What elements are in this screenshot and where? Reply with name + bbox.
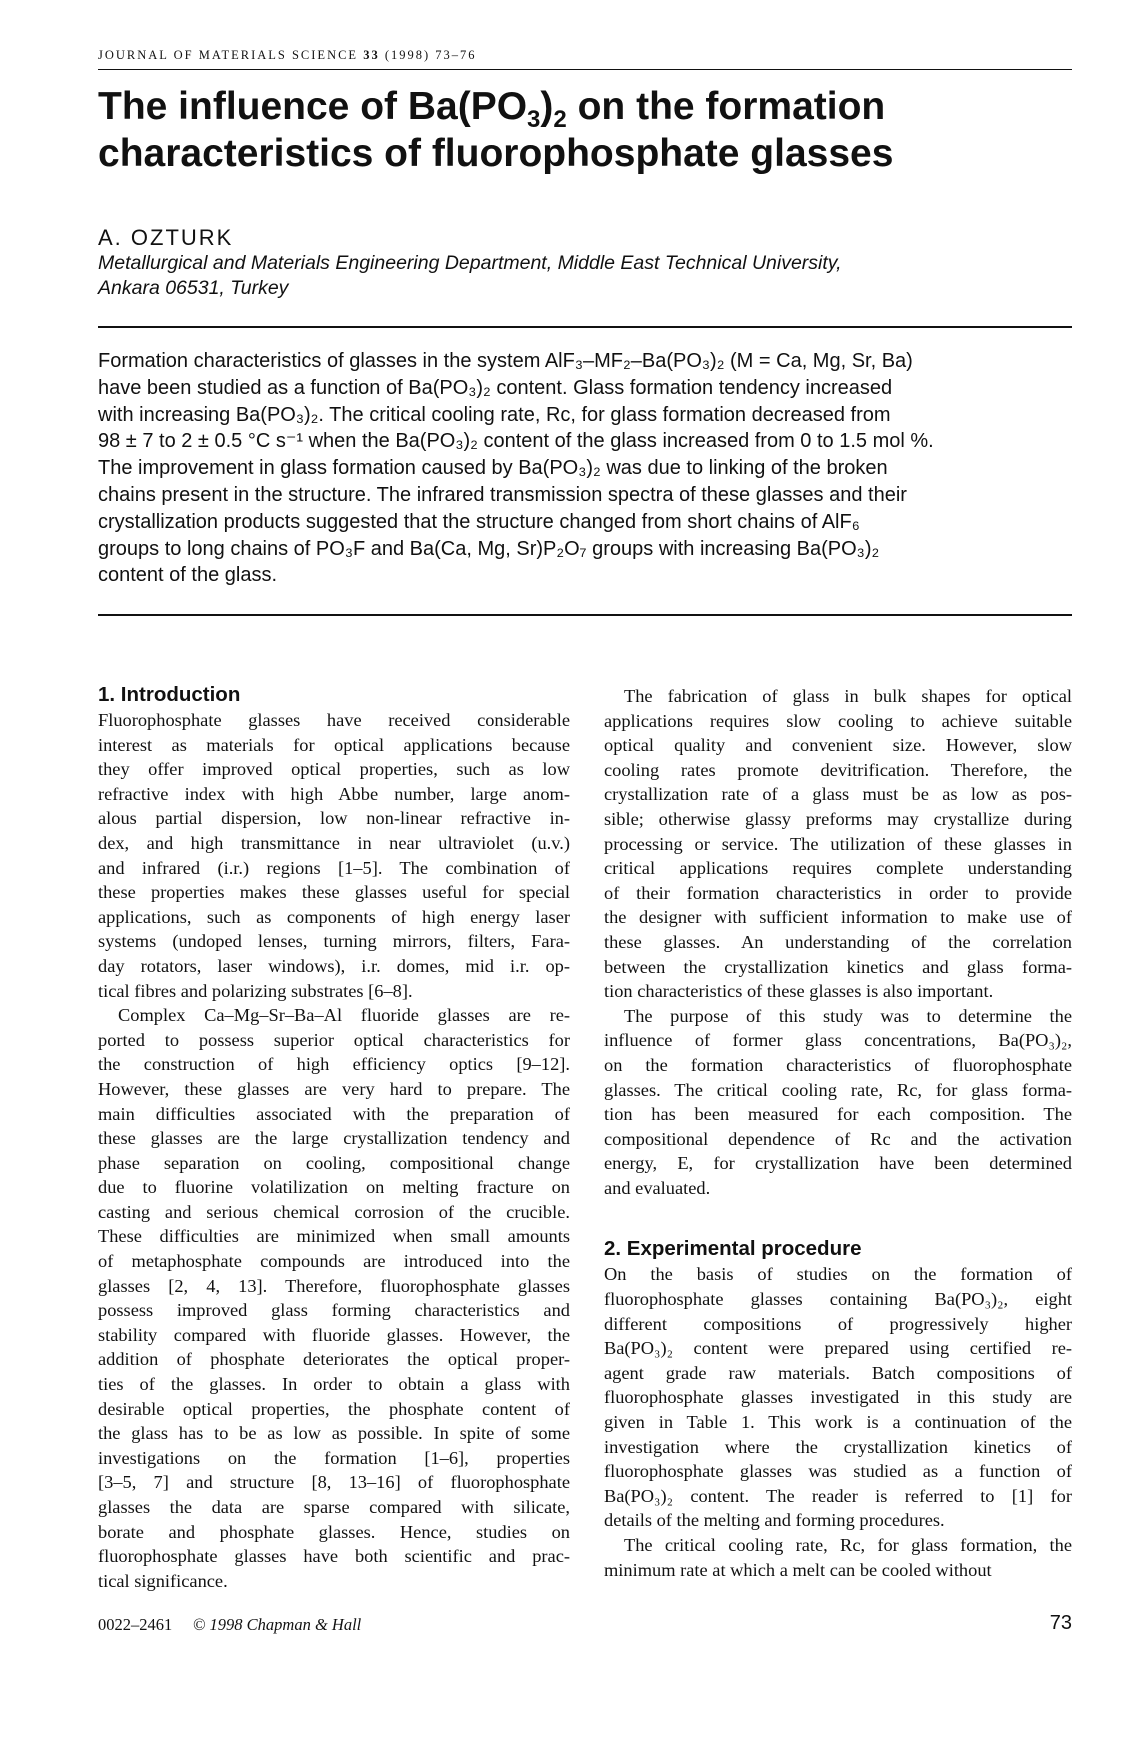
abstract [98, 348, 1072, 589]
text-line: the designer with sufficient information to make use of [604, 907, 1072, 928]
abstract-line: The improvement in glass formation caused by Ba(PO₃)₂ was due to linking of the broken [98, 457, 888, 480]
text-line: sible; otherwise glassy preforms may crystallize during [604, 808, 1072, 829]
title-part: ) [540, 85, 554, 128]
text-line: influence of former glass concentrations, Ba(PO₃)₂, [604, 1030, 1072, 1051]
text-line: energy, E, for crystallization have been determined [604, 1153, 1072, 1174]
text-line: optical quality and convenient size. However, slow [604, 735, 1072, 756]
abstract-bottom-rule [98, 614, 1072, 616]
footer-copyright [98, 1615, 361, 1635]
paper-title [98, 83, 1072, 177]
text-line: the construction of high efficiency optics [9–12]. [98, 1054, 570, 1075]
text-line: tion characteristics of these glasses is also important. [604, 981, 994, 1002]
introduction-heading: 1. Introduction [98, 683, 241, 706]
text-line: glasses the data are sparse compared with silicate, [98, 1497, 570, 1517]
header-rule [98, 69, 1072, 70]
footer-publisher: © 1998 Chapman & Hall [192, 1615, 362, 1634]
text-line: ties of the glasses. In order to obtain a glass with [98, 1374, 570, 1395]
text-line: fluorophosphate glasses containing Ba(PO₃)₂, eight [604, 1289, 1072, 1310]
text-line: Complex Ca–Mg–Sr–Ba–Al fluoride glasses are re- [118, 1005, 570, 1026]
text-line: details of the melting and forming procedures. [604, 1510, 945, 1531]
text-line: main difficulties associated with the preparation of [98, 1103, 570, 1124]
text-line: given in Table 1. This work is a continuation of the [604, 1412, 1072, 1433]
title-subscript: 3 [527, 106, 541, 133]
text-line: cooling rates promote devitrification. Therefore, the [604, 759, 1072, 780]
experimental-heading: 2. Experimental procedure [604, 1237, 862, 1261]
text-line: [3–5, 7] and structure [8, 13–16] of fluorophosphate [98, 1472, 570, 1493]
text-line: and infrared (i.r.) regions [1–5]. The combination of [98, 857, 570, 878]
author-affiliation [98, 251, 1072, 301]
text-line: ported to possess superior optical characteristics for [98, 1029, 570, 1050]
text-line: investigations on the formation [1–6], properties [98, 1447, 570, 1468]
text-line: glasses [2, 4, 13]. Therefore, fluorophosphate glasses [98, 1275, 570, 1296]
text-line: stability compared with fluoride glasses. However, the [98, 1324, 570, 1345]
text-line: systems (undoped lenses, turning mirrors, filters, Fara- [98, 931, 570, 952]
text-line: dex, and high transmittance in near ultraviolet (u.v.) [98, 832, 570, 853]
text-line: of metaphosphate compounds are introduced into the [98, 1251, 570, 1272]
text-line: refractive index with high Abbe number, large anom- [98, 783, 570, 804]
abstract-line: crystallization products suggested that the structure changed from short chains of AlF₆ [98, 510, 860, 533]
page-number: 73 [1049, 1612, 1072, 1634]
text-line: glasses. The critical cooling rate, Rc, for glass forma- [604, 1079, 1072, 1100]
text-line: agent grade raw materials. Batch compositions of [604, 1362, 1072, 1383]
text-line: investigation where the crystallization kinetics of [604, 1436, 1072, 1457]
text-line: of their formation characteristics in order to provide [604, 882, 1072, 903]
abstract-line: Formation characteristics of glasses in the system AlF₃–MF₂–Ba(PO₃)₂ (M = Ca, Mg, Sr, Ba) [98, 350, 913, 372]
abstract-line: chains present in the structure. The infrared transmission spectra of these glasses and their [98, 483, 907, 506]
text-line: The fabrication of glass in bulk shapes for optical [624, 686, 1072, 706]
text-line: Fluorophosphate glasses have received considerable [98, 710, 570, 730]
footer-issn: 0022–2461 [98, 1615, 173, 1634]
affiliation-line: Ankara 06531, Turkey [98, 277, 289, 299]
abstract-line: have been studied as a function of Ba(PO₃)₂ content. Glass formation tendency increased [98, 376, 893, 399]
text-line: casting and serious chemical corrosion of the crucible. [98, 1201, 570, 1222]
text-line: fluorophosphate glasses investigated in this study are [604, 1387, 1072, 1408]
text-line: fluorophosphate glasses have both scientific and prac- [98, 1546, 570, 1567]
text-line: these properties makes these glasses useful for special [98, 882, 570, 903]
text-line: applications, such as components of high energy laser [98, 906, 570, 927]
abstract-line: with increasing Ba(PO₃)₂. The critical cooling rate, Rc, for glass formation decreased from [98, 403, 891, 426]
journal-name: JOURNAL OF MATERIALS SCIENCE [98, 48, 359, 62]
text-line: due to fluorine volatilization on melting fracture on [98, 1177, 570, 1198]
text-line: alous partial dispersion, low non-linear refractive in- [98, 808, 570, 829]
right-column [604, 684, 1072, 1582]
text-line: compositional dependence of Rc and the activation [604, 1128, 1072, 1149]
text-line: critical applications requires complete understanding [604, 858, 1072, 879]
text-line: and evaluated. [604, 1177, 711, 1198]
text-line: applications requires slow cooling to achieve suitable [604, 710, 1072, 731]
text-line: tical significance. [98, 1570, 228, 1591]
text-line: addition of phosphate deteriorates the optical proper- [98, 1349, 570, 1370]
text-line: phase separation on cooling, compositional change [98, 1152, 570, 1173]
text-line: tion has been measured for each composition. The [604, 1104, 1072, 1125]
text-line: possess improved glass forming characteristics and [98, 1300, 570, 1321]
text-line: on the formation characteristics of fluorophosphate [604, 1054, 1072, 1075]
introduction-body [98, 708, 570, 1593]
introduction-body-continued [604, 684, 1072, 1200]
journal-volume: 33 [363, 48, 380, 62]
journal-year-pages: (1998) 73–76 [384, 48, 477, 62]
author-name: A. OZTURK [98, 225, 234, 250]
text-line: The critical cooling rate, Rc, for glass formation, the [624, 1535, 1072, 1555]
affiliation-line: Metallurgical and Materials Engineering Department, Middle East Technical University, [98, 252, 842, 274]
title-part: on the formation [566, 85, 886, 128]
title-line-2: characteristics of fluorophosphate glasses [98, 132, 894, 175]
text-line: borate and phosphate glasses. Hence, studies on [98, 1521, 570, 1542]
text-line: crystallization rate of a glass must be as low as pos- [604, 784, 1072, 805]
text-line: day rotators, laser windows), i.r. domes, mid i.r. op- [98, 955, 570, 976]
abstract-line: groups to long chains of PO₃F and Ba(Ca, Mg, Sr)P₂O₇ groups with increasing Ba(PO₃)₂ [98, 537, 880, 560]
text-line: These difficulties are minimized when small amounts [98, 1226, 570, 1247]
abstract-line: content of the glass. [98, 564, 278, 587]
abstract-top-rule [98, 326, 1072, 328]
text-line: minimum rate at which a melt can be cooled without [604, 1559, 992, 1580]
experimental-body [604, 1262, 1072, 1582]
title-part: The influence of Ba(PO [98, 85, 528, 128]
text-line: desirable optical properties, the phosphate content of [98, 1398, 570, 1419]
text-line: these glasses are the large crystallization tendency and [98, 1128, 570, 1149]
text-line: interest as materials for optical applications because [98, 734, 570, 755]
text-line: different compositions of progressively higher [604, 1313, 1072, 1334]
text-line: On the basis of studies on the formation of [604, 1264, 1072, 1285]
abstract-line: 98 ± 7 to 2 ± 0.5 °C s⁻¹ when the Ba(PO₃)₂ content of the glass increased from 0 to 1.5 mol %. [98, 430, 934, 453]
text-line: tical fibres and polarizing substrates [6–8]. [98, 980, 413, 1001]
text-line: the glass has to be as low as possible. In spite of some [98, 1423, 570, 1444]
text-line: between the crystallization kinetics and glass forma- [604, 956, 1072, 977]
text-line: they offer improved optical properties, such as low [98, 759, 570, 780]
left-column [98, 682, 570, 1593]
text-line: Ba(PO₃)₂ content. The reader is referred to [1] for [604, 1485, 1072, 1506]
text-line: The purpose of this study was to determine the [624, 1005, 1072, 1026]
text-line: processing or service. The utilization of these glasses in [604, 833, 1072, 854]
text-line: fluorophosphate glasses was studied as a function of [604, 1461, 1072, 1482]
title-subscript: 2 [553, 106, 567, 133]
text-line: these glasses. An understanding of the correlation [604, 931, 1072, 952]
section-spacer [604, 1200, 1072, 1236]
text-line: However, these glasses are very hard to prepare. The [98, 1078, 570, 1099]
text-line: Ba(PO₃)₂ content were prepared using certified re- [604, 1338, 1072, 1359]
journal-header [98, 48, 477, 63]
